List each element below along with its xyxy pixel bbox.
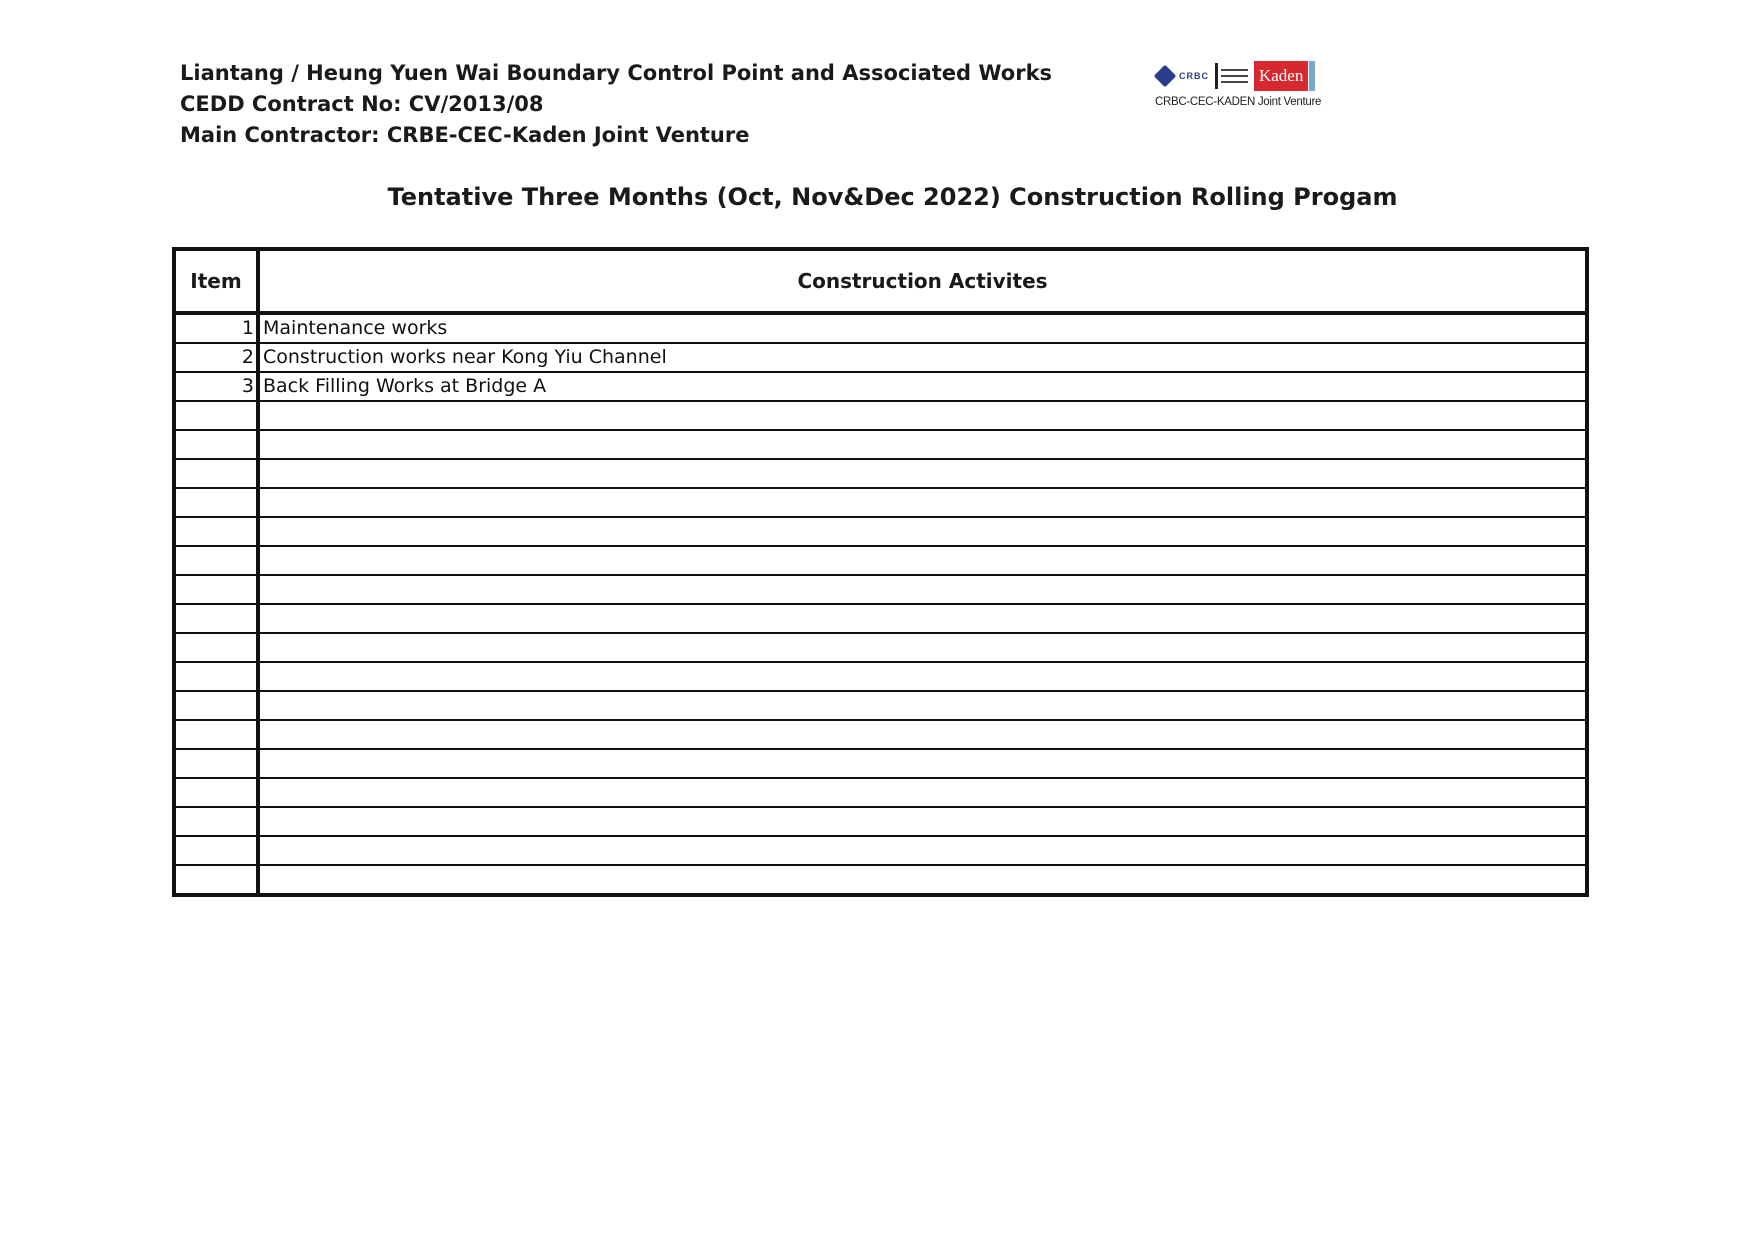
activity-cell	[258, 778, 1587, 807]
activity-cell	[258, 401, 1587, 430]
activity-cell	[258, 459, 1587, 488]
project-name: Liantang / Heung Yuen Wai Boundary Control Point and Associated Works	[180, 61, 1053, 85]
table-row	[174, 749, 1587, 778]
activity-cell: Back Filling Works at Bridge A	[258, 372, 1587, 401]
crbc-diamond-icon	[1154, 65, 1177, 88]
table-row	[174, 575, 1587, 604]
item-number-cell: 2	[174, 343, 258, 372]
activity-cell	[258, 517, 1587, 546]
item-number-cell	[174, 778, 258, 807]
table-row	[174, 778, 1587, 807]
activity-cell	[258, 488, 1587, 517]
document-title: Tentative Three Months (Oct, Nov&Dec 2022) Construction Rolling Progam	[387, 183, 1398, 211]
table-row	[174, 430, 1587, 459]
contract-number: CEDD Contract No: CV/2013/08	[180, 92, 544, 116]
table-row	[174, 488, 1587, 517]
main-contractor: Main Contractor: CRBE-CEC-Kaden Joint Venture	[180, 123, 750, 147]
table-row	[174, 865, 1587, 895]
table-row	[174, 401, 1587, 430]
kaden-logo-side-icon	[1309, 61, 1315, 91]
activity-cell	[258, 865, 1587, 895]
item-number-cell: 1	[174, 313, 258, 343]
item-number-cell	[174, 546, 258, 575]
item-number-cell	[174, 604, 258, 633]
table-row	[174, 517, 1587, 546]
construction-activities-table	[172, 247, 1589, 897]
table-row	[174, 691, 1587, 720]
item-number-cell	[174, 517, 258, 546]
item-number-cell	[174, 401, 258, 430]
item-number-cell	[174, 807, 258, 836]
item-number-cell: 3	[174, 372, 258, 401]
table-row	[174, 459, 1587, 488]
table-row	[174, 662, 1587, 691]
activity-cell	[258, 749, 1587, 778]
activity-cell	[258, 604, 1587, 633]
table-row	[174, 807, 1587, 836]
activity-cell	[258, 807, 1587, 836]
activity-cell	[258, 633, 1587, 662]
table-row	[174, 343, 1587, 372]
item-number-cell	[174, 575, 258, 604]
table-row	[174, 546, 1587, 575]
activity-cell	[258, 546, 1587, 575]
item-number-cell	[174, 662, 258, 691]
table-row	[174, 720, 1587, 749]
item-number-cell	[174, 633, 258, 662]
logo-caption: CRBC-CEC-KADEN Joint Venture	[1155, 96, 1322, 108]
activity-cell	[258, 575, 1587, 604]
activity-cell	[258, 662, 1587, 691]
activity-cell	[258, 836, 1587, 865]
item-number-cell	[174, 720, 258, 749]
activity-cell: Construction works near Kong Yiu Channel	[258, 343, 1587, 372]
item-number-cell	[174, 459, 258, 488]
cec-logo-icon	[1215, 63, 1248, 89]
table-row	[174, 372, 1587, 401]
crbc-logo-text: CRBC	[1179, 71, 1209, 81]
table-header-row	[174, 249, 1587, 313]
item-number-cell	[174, 836, 258, 865]
crbc-logo	[1155, 68, 1209, 84]
item-number-cell	[174, 488, 258, 517]
item-number-cell	[174, 865, 258, 895]
logo-marks	[1155, 58, 1315, 94]
kaden-logo: Kaden	[1254, 61, 1308, 91]
table-body	[174, 313, 1587, 895]
table-row	[174, 633, 1587, 662]
activity-cell: Maintenance works	[258, 313, 1587, 343]
item-column-header: Item	[174, 249, 258, 313]
table-row	[174, 836, 1587, 865]
activity-cell	[258, 430, 1587, 459]
item-number-cell	[174, 749, 258, 778]
joint-venture-logo	[1155, 58, 1322, 120]
item-number-cell	[174, 691, 258, 720]
document-header	[180, 58, 1052, 151]
item-number-cell	[174, 430, 258, 459]
activity-cell	[258, 720, 1587, 749]
activity-cell	[258, 691, 1587, 720]
table-row	[174, 604, 1587, 633]
activities-column-header: Construction Activites	[258, 249, 1587, 313]
table-row	[174, 313, 1587, 343]
